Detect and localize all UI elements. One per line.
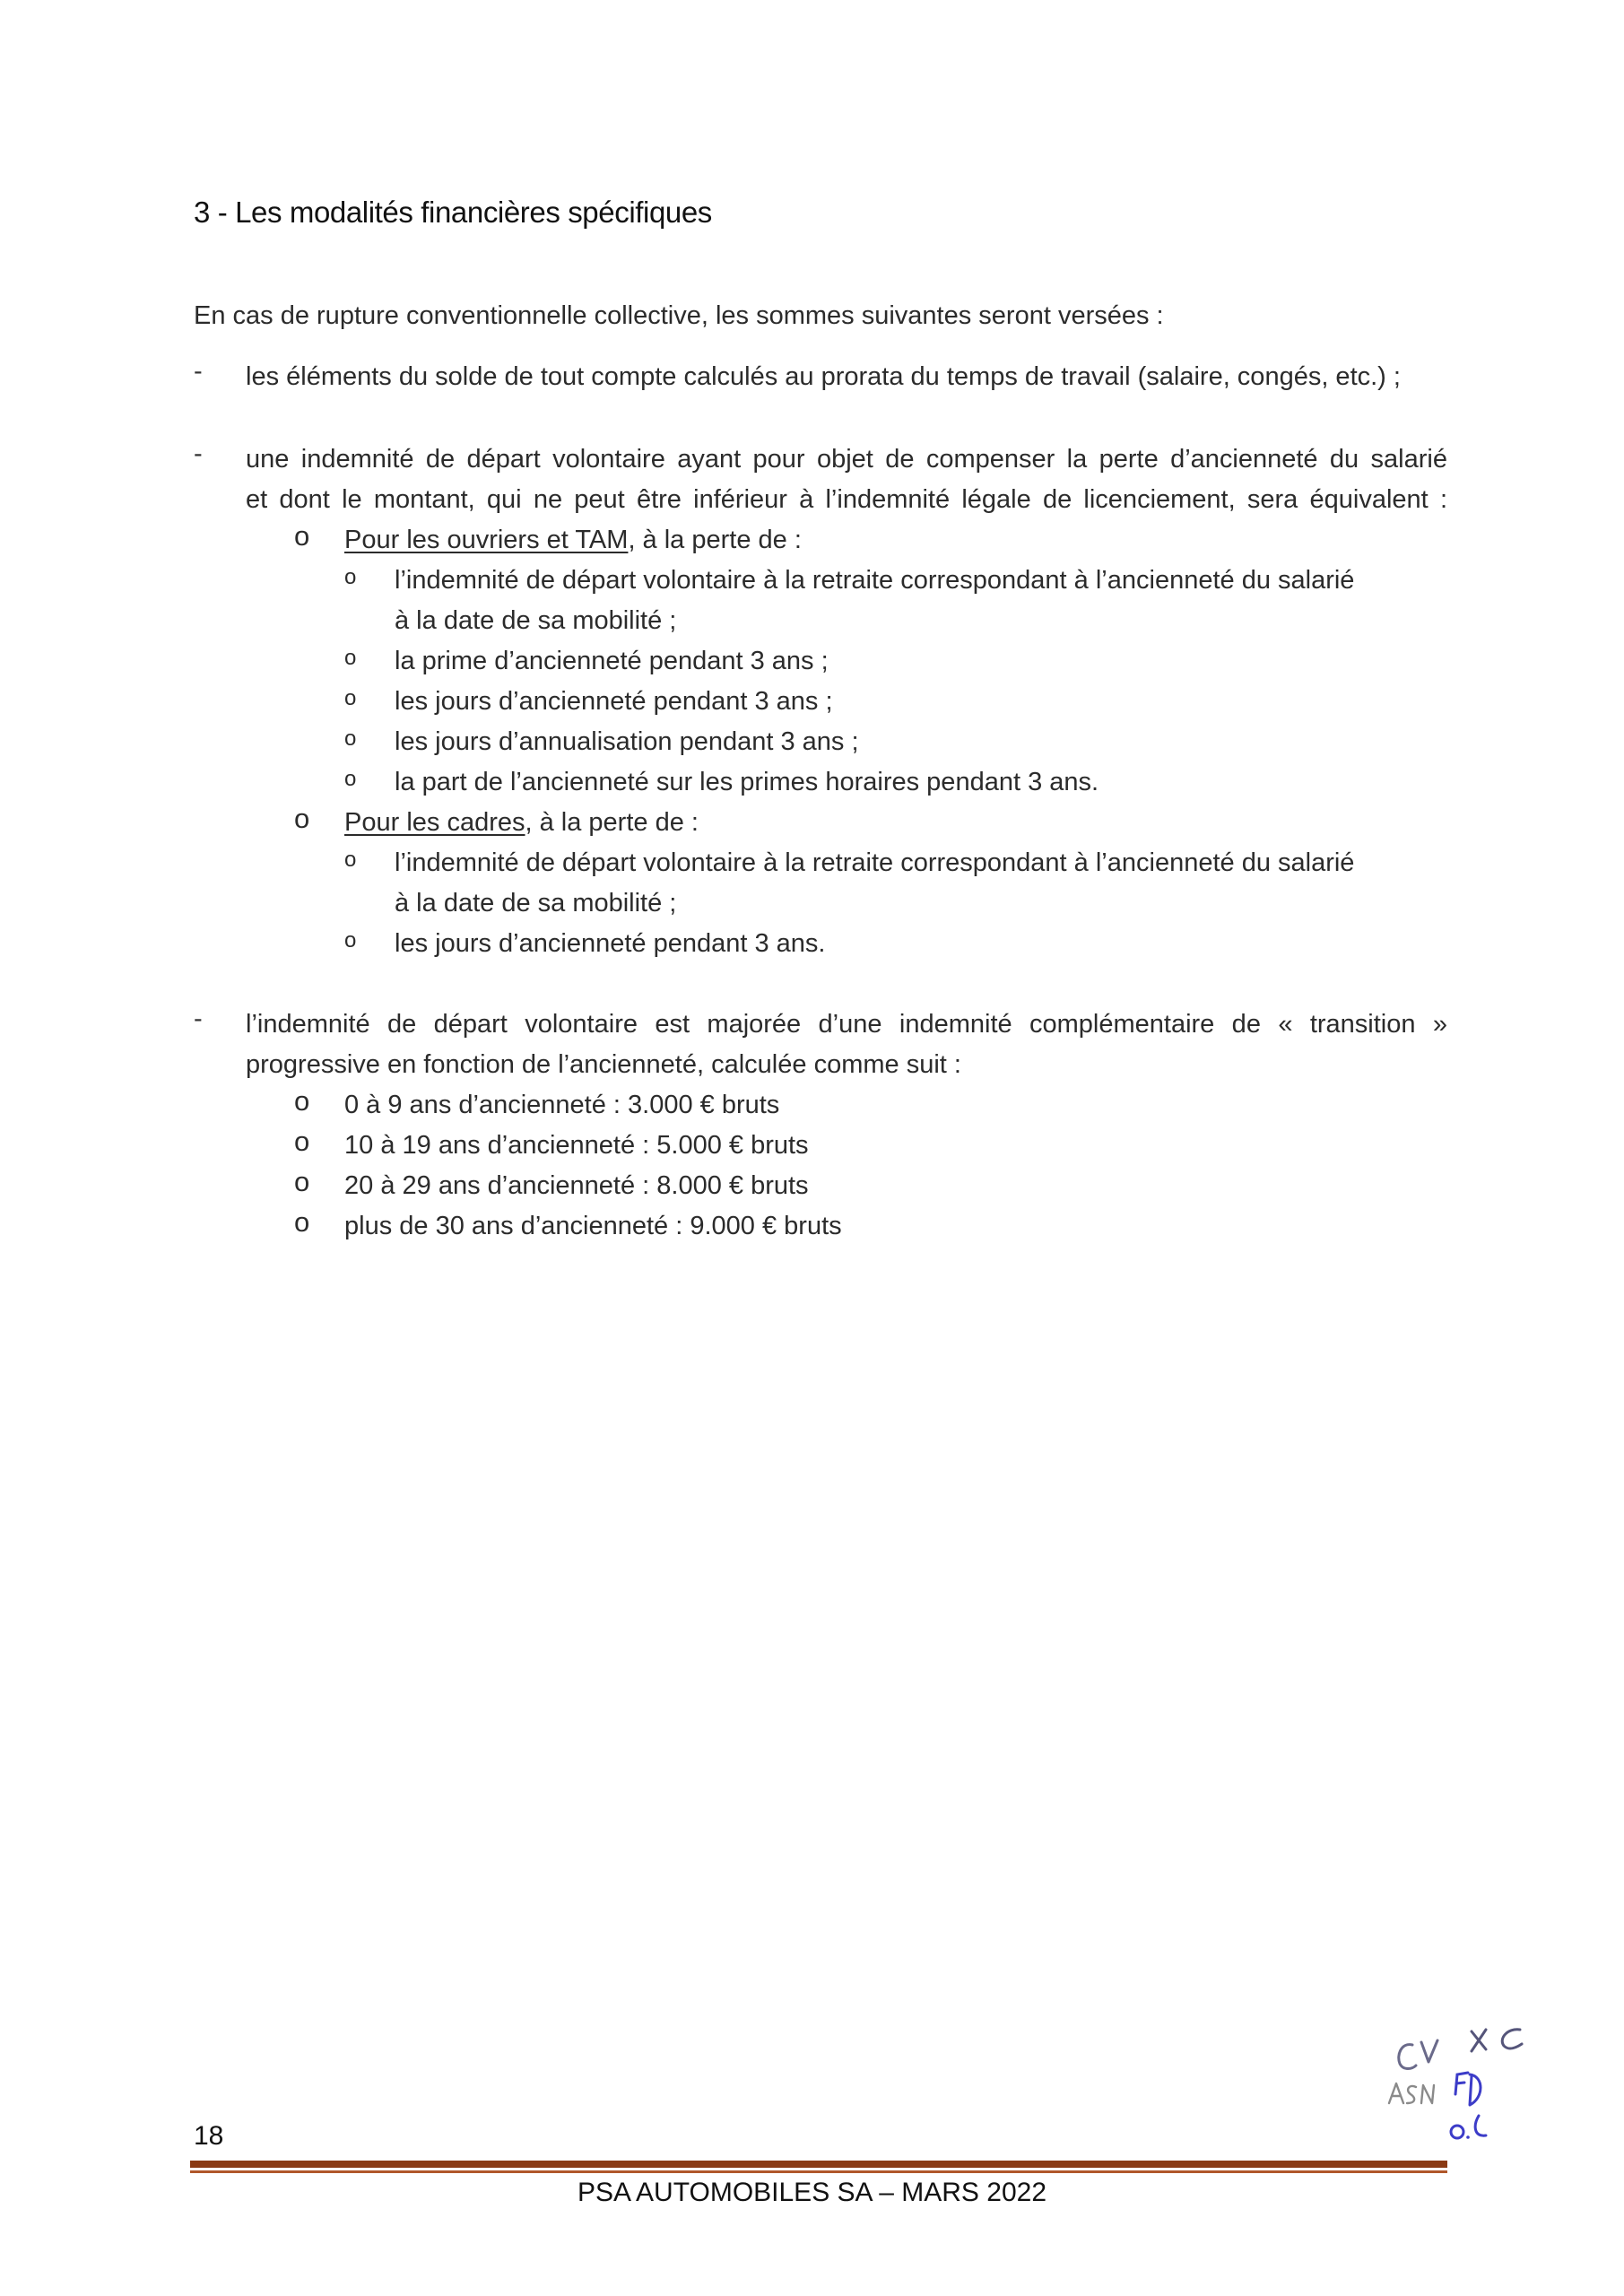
- ouvriers-suffix: , à la perte de :: [628, 526, 802, 554]
- footer-rule: [190, 2161, 1447, 2168]
- footer-rule-thin: [190, 2170, 1447, 2173]
- tier-item: plus de 30 ans d’ancienneté : 9.000 € bruts: [344, 1212, 842, 1240]
- small-circle-bullet: o: [344, 565, 357, 589]
- tier-item: 0 à 9 ans d’ancienneté : 3.000 € bruts: [344, 1091, 780, 1119]
- intro-text: En cas de rupture conventionnelle collective, les sommes suivantes seront versées :: [194, 301, 1164, 330]
- ouvriers-label: Pour les ouvriers et TAM: [344, 526, 629, 554]
- ouvriers-item: la prime d’ancienneté pendant 3 ans ;: [395, 647, 829, 675]
- tier-item: 20 à 29 ans d’ancienneté : 8.000 € bruts: [344, 1171, 809, 1200]
- circle-bullet: o: [294, 803, 310, 834]
- item-solde: les éléments du solde de tout compte calculés au prorata du temps de travail (salaire, congés, etc.) ;: [246, 362, 1401, 391]
- item-transition-line2: progressive en fonction de l’ancienneté, calculée comme suit :: [246, 1050, 961, 1079]
- small-circle-bullet: o: [344, 686, 357, 710]
- section-title: 3 - Les modalités financières spécifiques: [194, 196, 712, 229]
- ouvriers-item: l’indemnité de départ volontaire à la retraite correspondant à l’ancienneté du salarié: [395, 566, 1355, 595]
- small-circle-bullet: o: [344, 928, 357, 952]
- item-indemnite-line1: une indemnité de départ volontaire ayant pour objet de compenser la perte d’ancienneté du salarié: [246, 445, 1447, 474]
- circle-bullet: o: [294, 1206, 310, 1238]
- dash-bullet: -: [194, 1004, 203, 1033]
- ouvriers-item: la part de l’ancienneté sur les primes horaires pendant 3 ans.: [395, 768, 1099, 796]
- dash-bullet: -: [194, 439, 203, 468]
- circle-bullet: o: [294, 1126, 310, 1157]
- cadres-item: les jours d’ancienneté pendant 3 ans.: [395, 929, 826, 958]
- page-number: 18: [194, 2121, 224, 2151]
- cadres-item-continued: à la date de sa mobilité ;: [395, 889, 677, 918]
- footer-text: PSA AUTOMOBILES SA – MARS 2022: [577, 2178, 1047, 2207]
- handwritten-initials: [1385, 2022, 1556, 2157]
- item-transition-line1: l’indemnité de départ volontaire est majorée d’une indemnité complémentaire de « transition »: [246, 1010, 1447, 1039]
- small-circle-bullet: o: [344, 848, 357, 872]
- ouvriers-item: les jours d’ancienneté pendant 3 ans ;: [395, 687, 833, 716]
- cadres-suffix: , à la perte de :: [525, 808, 699, 837]
- ouvriers-item: les jours d’annualisation pendant 3 ans ;: [395, 727, 859, 756]
- small-circle-bullet: o: [344, 767, 357, 791]
- small-circle-bullet: o: [344, 726, 357, 751]
- circle-bullet: o: [294, 520, 310, 552]
- ouvriers-item-continued: à la date de sa mobilité ;: [395, 606, 677, 635]
- tier-item: 10 à 19 ans d’ancienneté : 5.000 € bruts: [344, 1131, 809, 1160]
- circle-bullet: o: [294, 1166, 310, 1197]
- circle-bullet: o: [294, 1085, 310, 1117]
- cadres-label: Pour les cadres: [344, 808, 525, 837]
- dash-bullet: -: [194, 357, 203, 386]
- small-circle-bullet: o: [344, 646, 357, 670]
- cadres-item: l’indemnité de départ volontaire à la retraite correspondant à l’ancienneté du salarié: [395, 848, 1355, 877]
- item-indemnite-line2: et dont le montant, qui ne peut être inférieur à l’indemnité légale de licenciement, sera équivalent :: [246, 485, 1447, 514]
- ouvriers-heading: [344, 520, 802, 561]
- cadres-heading: [344, 803, 699, 843]
